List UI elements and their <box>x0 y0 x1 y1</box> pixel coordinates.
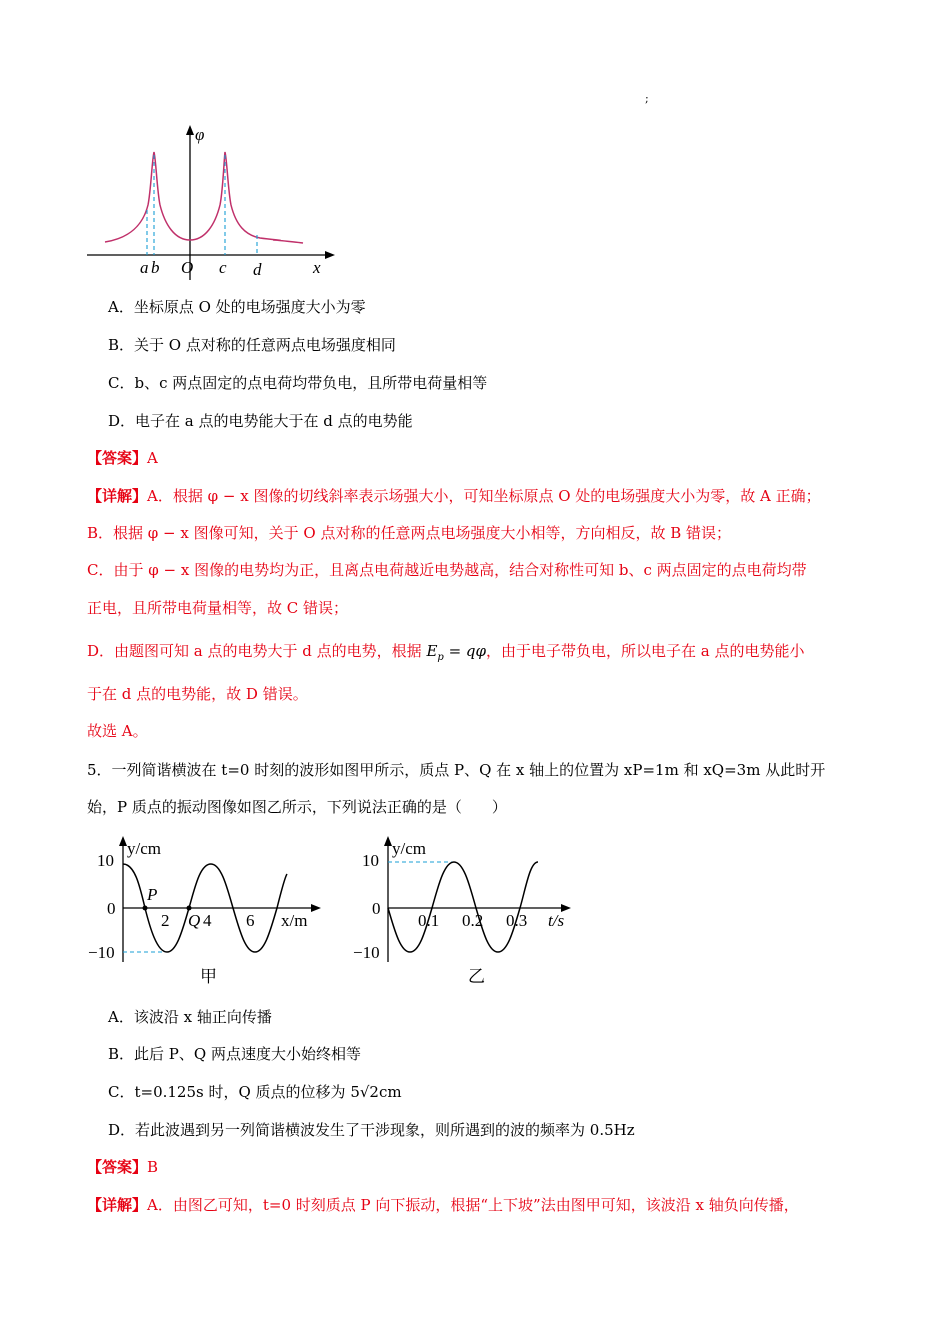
q4-option-c: C．b、c 两点固定的点电荷均带负电，且所带电荷量相等 <box>108 374 488 392</box>
q5-stem-line-2: 始，P 质点的振动图像如图乙所示，下列说法正确的是（ ） <box>87 798 507 816</box>
q5-option-b: B．此后 P、Q 两点速度大小始终相等 <box>108 1045 361 1063</box>
q4-option-d: D．电子在 a 点的电势能大于在 d 点的电势能 <box>108 412 413 430</box>
jia-x-tick-6: 6 <box>246 911 255 930</box>
yi-y-tick-10: 10 <box>362 851 379 870</box>
q5-detail-line-1: 【详解】A．由图乙可知，t=0 时刻质点 P 向下振动，根据“上下坡”法由图甲可知，该波沿 x 轴负向传播， <box>87 1196 799 1214</box>
q4-option-b: B．关于 O 点对称的任意两点电场强度相同 <box>108 336 396 354</box>
q4-detail-line-1: 【详解】A．根据 φ − x 图像的切线斜率表示场强大小，可知坐标原点 O 处的电场强度大小为零，故 A 正确； <box>87 487 821 505</box>
point-label-d: d <box>253 260 262 279</box>
yi-y-tick-0: 0 <box>372 899 381 918</box>
jia-x-label: x/m <box>281 911 308 930</box>
phi-x-figure <box>85 120 345 285</box>
jia-caption: 甲 <box>200 967 217 986</box>
yi-wave-curve <box>388 862 538 952</box>
y-axis-label: φ <box>195 125 205 144</box>
jia-y-tick-0: 0 <box>107 899 116 918</box>
q4-answer: 【答案】A <box>87 449 158 467</box>
fig-yi-vibration <box>350 832 580 992</box>
point-label-O: O <box>181 258 194 277</box>
potential-curve <box>105 152 303 243</box>
jia-y-tick-10: 10 <box>97 851 114 870</box>
jia-y-axis-arrow <box>119 836 127 846</box>
q5-answer: 【答案】B <box>87 1158 159 1176</box>
yi-caption: 乙 <box>468 967 485 986</box>
jia-x-axis-arrow <box>311 904 321 912</box>
jia-label-Q: Q <box>188 911 201 930</box>
jia-y-label: y/cm <box>127 839 161 858</box>
q4-detail-line-4: 正电，且所带电荷量相等，故 C 错误； <box>87 599 349 617</box>
jia-label-P: P <box>147 885 158 904</box>
yi-y-label: y/cm <box>392 839 426 858</box>
q4-detail-line-5: D．由题图可知 a 点的电势大于 d 点的电势，根据 $E_p = q\varphi$，由于电子带负电，所以电子在 a 点的电势能小 <box>87 642 805 663</box>
point-label-c: c <box>219 258 227 277</box>
y-axis-arrow <box>186 125 194 135</box>
x-axis-arrow <box>325 251 335 259</box>
point-label-b: b <box>151 258 160 277</box>
q5-option-d: D．若此波遇到另一列简谐横波发生了干涉现象，则所遇到的波的频率为 0.5Hz <box>108 1121 635 1139</box>
q4-detail-line-2: B．根据 φ − x 图像可知，关于 O 点对称的任意两点电场强度大小相等，方向相反，故 B 错误； <box>87 524 732 542</box>
jia-x-tick-4: 4 <box>203 911 212 930</box>
jia-point-Q <box>187 906 192 911</box>
jia-point-P <box>143 906 148 911</box>
q4-detail-line-3: C．由于 φ − x 图像的电势均为正，且离点电荷越近电势越高，结合对称性可知 b、c 两点固定的点电荷均带 <box>87 561 807 579</box>
energy-formula: $E_p = q\varphi$ <box>426 642 487 663</box>
yi-y-axis-arrow <box>384 836 392 846</box>
point-label-a: a <box>140 258 149 277</box>
fig-jia-waveform <box>85 832 325 992</box>
x-axis-label: x <box>313 258 321 277</box>
yi-x-tick-0.3: 0.3 <box>506 911 528 930</box>
jia-y-tick-neg10: −10 <box>88 943 115 962</box>
yi-x-tick-0.2: 0.2 <box>462 911 484 930</box>
q4-option-a: A．坐标原点 O 处的电场强度大小为零 <box>108 298 366 316</box>
header-mark: ; <box>645 92 649 105</box>
q4-detail-line-6: 于在 d 点的电势能，故 D 错误。 <box>87 685 308 703</box>
q5-stem-line-1: 5．一列简谐横波在 t=0 时刻的波形如图甲所示，质点 P、Q 在 x 轴上的位置为 xP=1m 和 xQ=3m 从此时开 <box>87 761 826 779</box>
q5-option-a: A．该波沿 x 轴正向传播 <box>108 1008 272 1026</box>
q4-conclusion: 故选 A。 <box>87 722 148 740</box>
jia-x-tick-2: 2 <box>161 911 170 930</box>
yi-x-tick-0.1: 0.1 <box>418 911 440 930</box>
yi-x-label: t/s <box>548 911 565 930</box>
yi-y-tick-neg10: −10 <box>353 943 380 962</box>
q5-option-c: C．t=0.125s 时，Q 质点的位移为 5√2cm <box>108 1083 402 1101</box>
